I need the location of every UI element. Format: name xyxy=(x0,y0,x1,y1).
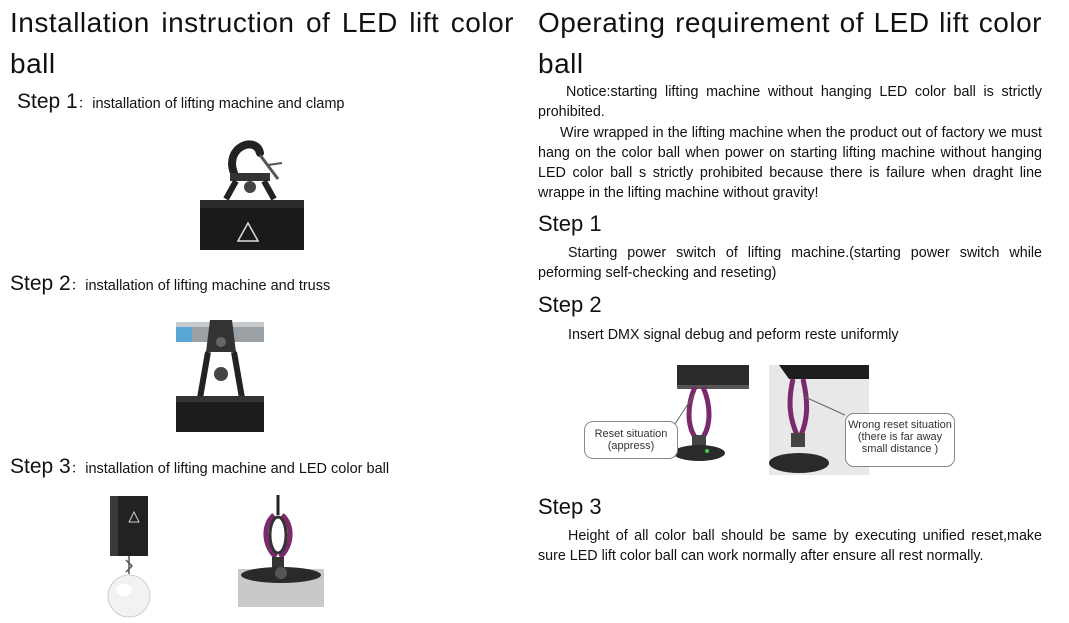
step-label: Step 2 xyxy=(10,272,71,295)
left-title: Installation instruction of LED lift color ball xyxy=(10,7,514,79)
right-title: Operating requirement of LED lift color ball xyxy=(538,7,1042,79)
notice-paragraph: Notice:starting lifting machine without hanging LED color ball is strictly prohibited. xyxy=(538,84,1042,120)
callout-line: Wrong reset situation xyxy=(848,419,952,431)
ball-hook-image xyxy=(238,495,324,607)
step-description: installation of lifting machine and clamp xyxy=(92,96,345,112)
reset-situation-callout xyxy=(584,421,678,459)
callout-line: (there is far away xyxy=(857,431,943,443)
callout-line: (appress) xyxy=(607,440,655,452)
lifting-machine-clamp-image xyxy=(198,135,306,250)
left-step-1 xyxy=(17,90,345,114)
right-step-3-label: Step 3 xyxy=(538,494,602,519)
machine-with-ball-image xyxy=(104,494,154,620)
right-step-3-text: Height of all color ball should be same by executing unified reset,make sure LED lift color ball can work normally after ensure all rest normally. xyxy=(538,528,1042,564)
step-separator: ： xyxy=(70,278,86,294)
step-description: installation of lifting machine and LED color ball xyxy=(85,461,390,477)
wire-note-paragraph: Wire wrapped in the lifting machine when the product out of factory we must hang on the color ball when power on starting lifting machine without hanging LED color ball s strictly prohibited because there is failure when draght line wrappe in the lifting machine without gravity! xyxy=(538,125,1042,201)
callout-line: small distance ) xyxy=(861,443,939,455)
step-separator: ： xyxy=(77,96,93,112)
wrong-reset-callout xyxy=(845,413,955,467)
left-step-2 xyxy=(10,272,330,296)
right-step-2-text: Insert DMX signal debug and peform reste uniformly xyxy=(568,327,899,343)
right-step-2-label: Step 2 xyxy=(538,292,602,317)
step-label: Step 3 xyxy=(10,455,71,478)
callout-line: Reset situation xyxy=(594,428,668,440)
right-step-1-label: Step 1 xyxy=(538,211,602,236)
right-step-1-text: Starting power switch of lifting machine.(starting power switch while peforming self-checking and reseting) xyxy=(538,245,1042,281)
lifting-machine-truss-image xyxy=(176,312,264,432)
left-step-3 xyxy=(10,455,389,479)
step-description: installation of lifting machine and truss xyxy=(85,278,331,294)
step-separator: ： xyxy=(70,461,86,477)
step-label: Step 1 xyxy=(17,90,78,113)
